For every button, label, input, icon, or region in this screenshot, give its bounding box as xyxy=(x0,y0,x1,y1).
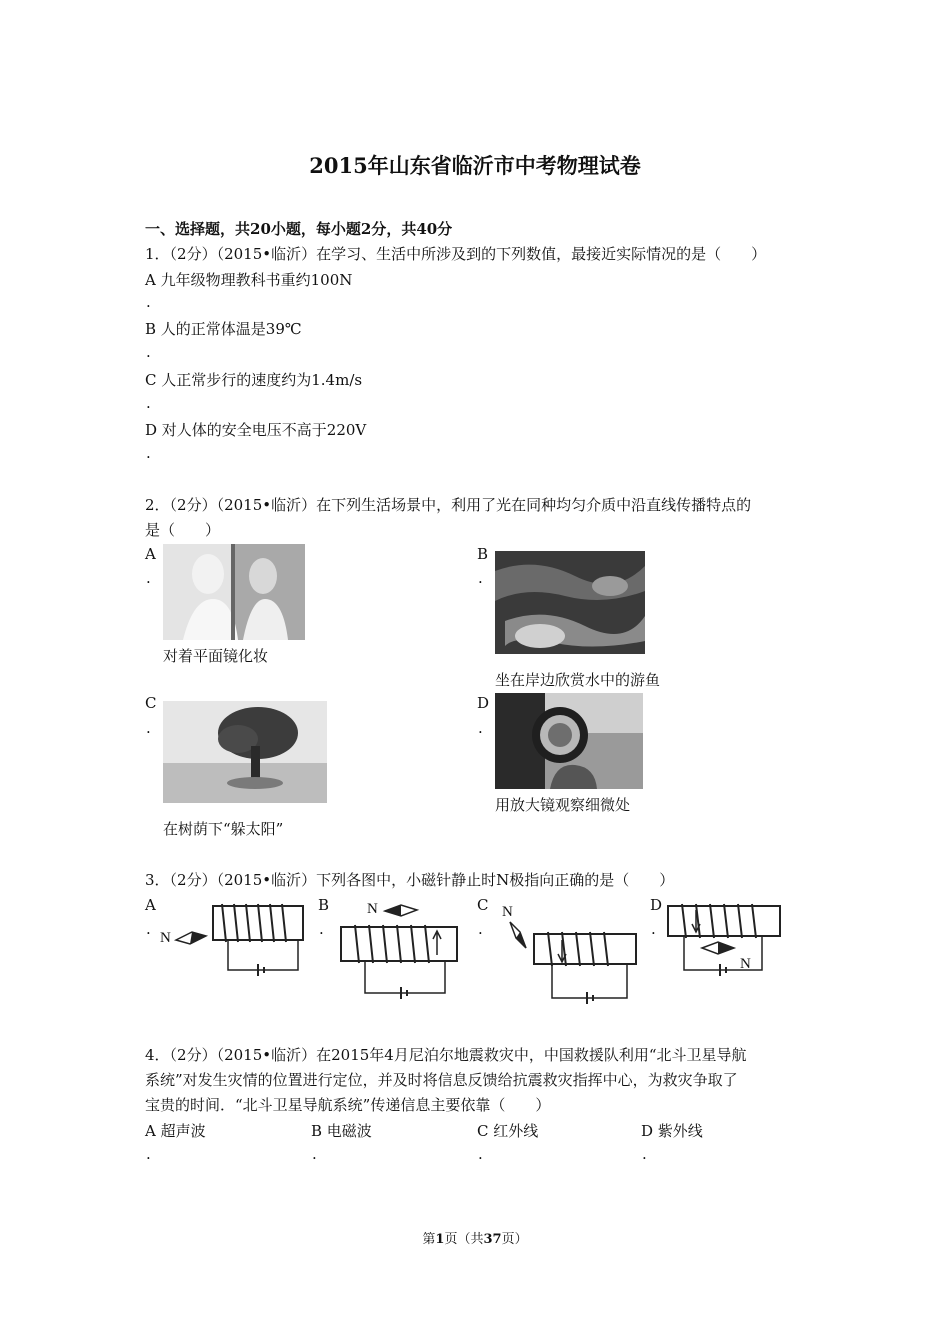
q4-option-c-dot: . xyxy=(478,1145,483,1163)
q2-caption-c: 在树荫下“躲太阳” xyxy=(163,820,284,838)
q3-option-c-letter: C xyxy=(477,896,489,914)
q2-option-d-letter: D xyxy=(477,694,490,712)
q2-caption-d: 用放大镜观察细微处 xyxy=(495,796,631,814)
footer-mid: 页（共 xyxy=(444,1232,484,1247)
fish-pond-photo xyxy=(495,551,645,654)
magnifier-photo xyxy=(495,693,643,789)
q1-option-d: D 对人体的安全电压不高于220V xyxy=(145,421,367,439)
q1-option-c: C 人正常步行的速度约为1.4m/s xyxy=(145,371,363,389)
footer-suffix: 页） xyxy=(501,1232,528,1247)
q4-option-a-dot: . xyxy=(146,1145,151,1163)
q3-d-n-label: N xyxy=(740,956,751,972)
q1-option-c-dot: . xyxy=(146,394,151,412)
q4-option-d-dot: . xyxy=(642,1145,647,1163)
q4-option-d: D 紫外线 xyxy=(641,1122,703,1140)
q3-option-d-letter: D xyxy=(650,896,663,914)
q2-caption-b: 坐在岸边欣赏水中的游鱼 xyxy=(495,671,661,689)
solenoid-diagram-a xyxy=(158,900,308,980)
q1-option-b: B 人的正常体温是39℃ xyxy=(145,320,302,338)
page-title: 2015年山东省临沂市中考物理试卷 xyxy=(309,153,641,178)
solenoid-diagram-d xyxy=(662,900,787,980)
question-3-stem: 3．（2分）（2015•临沂）下列各图中，小磁针静止时N极指向正确的是（ ） xyxy=(145,871,675,889)
q4-option-b: B 电磁波 xyxy=(311,1122,372,1140)
solenoid-diagram-c xyxy=(492,898,642,1004)
q3-b-n-label: N xyxy=(367,901,378,917)
question-2-stem-line1: 2．（2分）（2015•临沂）在下列生活场景中，利用了光在同种均匀介质中沿直线传播特点的 xyxy=(145,496,752,514)
q3-c-n-label: N xyxy=(502,904,513,920)
solenoid-diagram-b xyxy=(335,897,465,1001)
q2-option-b-dot: . xyxy=(478,569,483,587)
q3-option-a-letter: A xyxy=(145,896,156,914)
page-footer xyxy=(0,1228,950,1247)
q2-option-a-dot: . xyxy=(146,569,151,587)
q1-option-d-dot: . xyxy=(146,444,151,462)
question-2-stem-line2: 是（ ） xyxy=(145,521,221,539)
q3-option-a-dot: . xyxy=(146,920,151,938)
q3-option-b-letter: B xyxy=(318,896,330,914)
q1-option-b-dot: . xyxy=(146,343,151,361)
footer-total-pages: 37 xyxy=(483,1232,502,1247)
section-heading: 一、选择题，共20小题，每小题2分，共40分 xyxy=(145,220,453,238)
q2-option-c-dot: . xyxy=(146,719,151,737)
tree-shade-photo xyxy=(163,701,327,803)
q2-option-d-dot: . xyxy=(478,719,483,737)
q4-option-a: A 超声波 xyxy=(145,1122,206,1140)
q3-option-d-dot: . xyxy=(651,920,656,938)
q1-option-a: A 九年级物理教科书重约100N xyxy=(145,271,353,289)
question-4-line2: 系统”对发生灾情的位置进行定位，并及时将信息反馈给抗震救灾指挥中心，为救灾争取了 xyxy=(145,1071,738,1089)
q3-option-b-dot: . xyxy=(319,920,324,938)
footer-page-number: 1 xyxy=(435,1232,445,1247)
q3-option-c-dot: . xyxy=(478,920,483,938)
q4-option-c: C 红外线 xyxy=(477,1122,539,1140)
q2-option-b-letter: B xyxy=(477,545,489,563)
footer-prefix: 第 xyxy=(422,1232,436,1247)
mirror-makeup-photo xyxy=(163,544,305,640)
q2-option-a-letter: A xyxy=(145,545,156,563)
question-1-stem: 1．（2分）（2015•临沂）在学习、生活中所涉及到的下列数值，最接近实际情况的是（ ） xyxy=(145,245,767,263)
q4-option-b-dot: . xyxy=(312,1145,317,1163)
q2-option-c-letter: C xyxy=(145,694,157,712)
q2-caption-a: 对着平面镜化妆 xyxy=(163,647,269,665)
question-4-line1: 4．（2分）（2015•临沂）在2015年4月尼泊尔地震救灾中，中国救援队利用“北斗卫星导航 xyxy=(145,1046,747,1064)
q3-a-n-label: N xyxy=(160,930,171,946)
q1-option-a-dot: . xyxy=(146,293,151,311)
question-4-line3: 宝贵的时间．“北斗卫星导航系统”传递信息主要依靠（ ） xyxy=(145,1096,551,1114)
